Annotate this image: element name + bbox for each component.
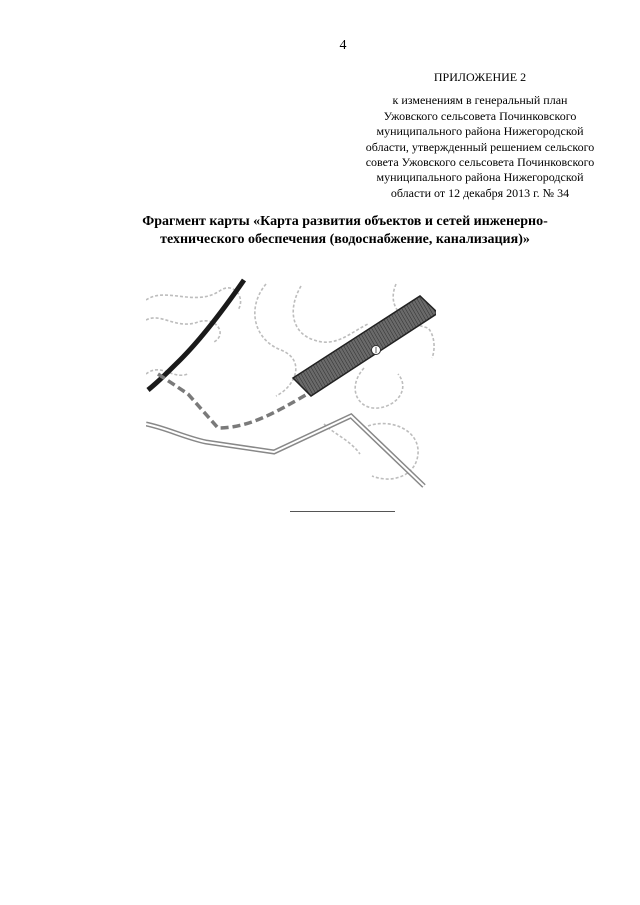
map-fragment (146, 278, 436, 488)
document-title-line: технического обеспечения (водоснабжение, канализация)» (160, 232, 530, 247)
contour-line (355, 368, 403, 408)
appendix-line: муниципального района Нижегородской (376, 170, 584, 185)
appendix-line: области, утвержденный решением сельского (365, 139, 595, 154)
appendix-title: ПРИЛОЖЕНИЕ 2 (433, 70, 527, 84)
divider-line (290, 511, 395, 512)
boundary-line (146, 416, 424, 486)
pipeline-line (158, 374, 314, 428)
appendix-line: к изменениям в генеральный план (392, 93, 568, 108)
document-title (100, 213, 590, 249)
page-number: 4 (339, 38, 347, 53)
road-line (148, 280, 244, 390)
appendix-line: Ужовского сельсовета Починковского (383, 108, 577, 123)
contour-lines (146, 284, 434, 479)
contour-line (255, 284, 296, 396)
map-svg (146, 278, 436, 488)
appendix-line: муниципального района Нижегородской (376, 124, 584, 139)
appendix-block (330, 70, 630, 201)
appendix-line: совета Ужовского сельсовета Починковского (365, 155, 595, 170)
appendix-line: области от 12 декабря 2013 г. № 34 (390, 185, 570, 200)
contour-line (293, 286, 368, 342)
land-plot (293, 296, 436, 396)
document-title-line: Фрагмент карты «Карта развития объектов и сетей инженерно- (142, 214, 548, 229)
